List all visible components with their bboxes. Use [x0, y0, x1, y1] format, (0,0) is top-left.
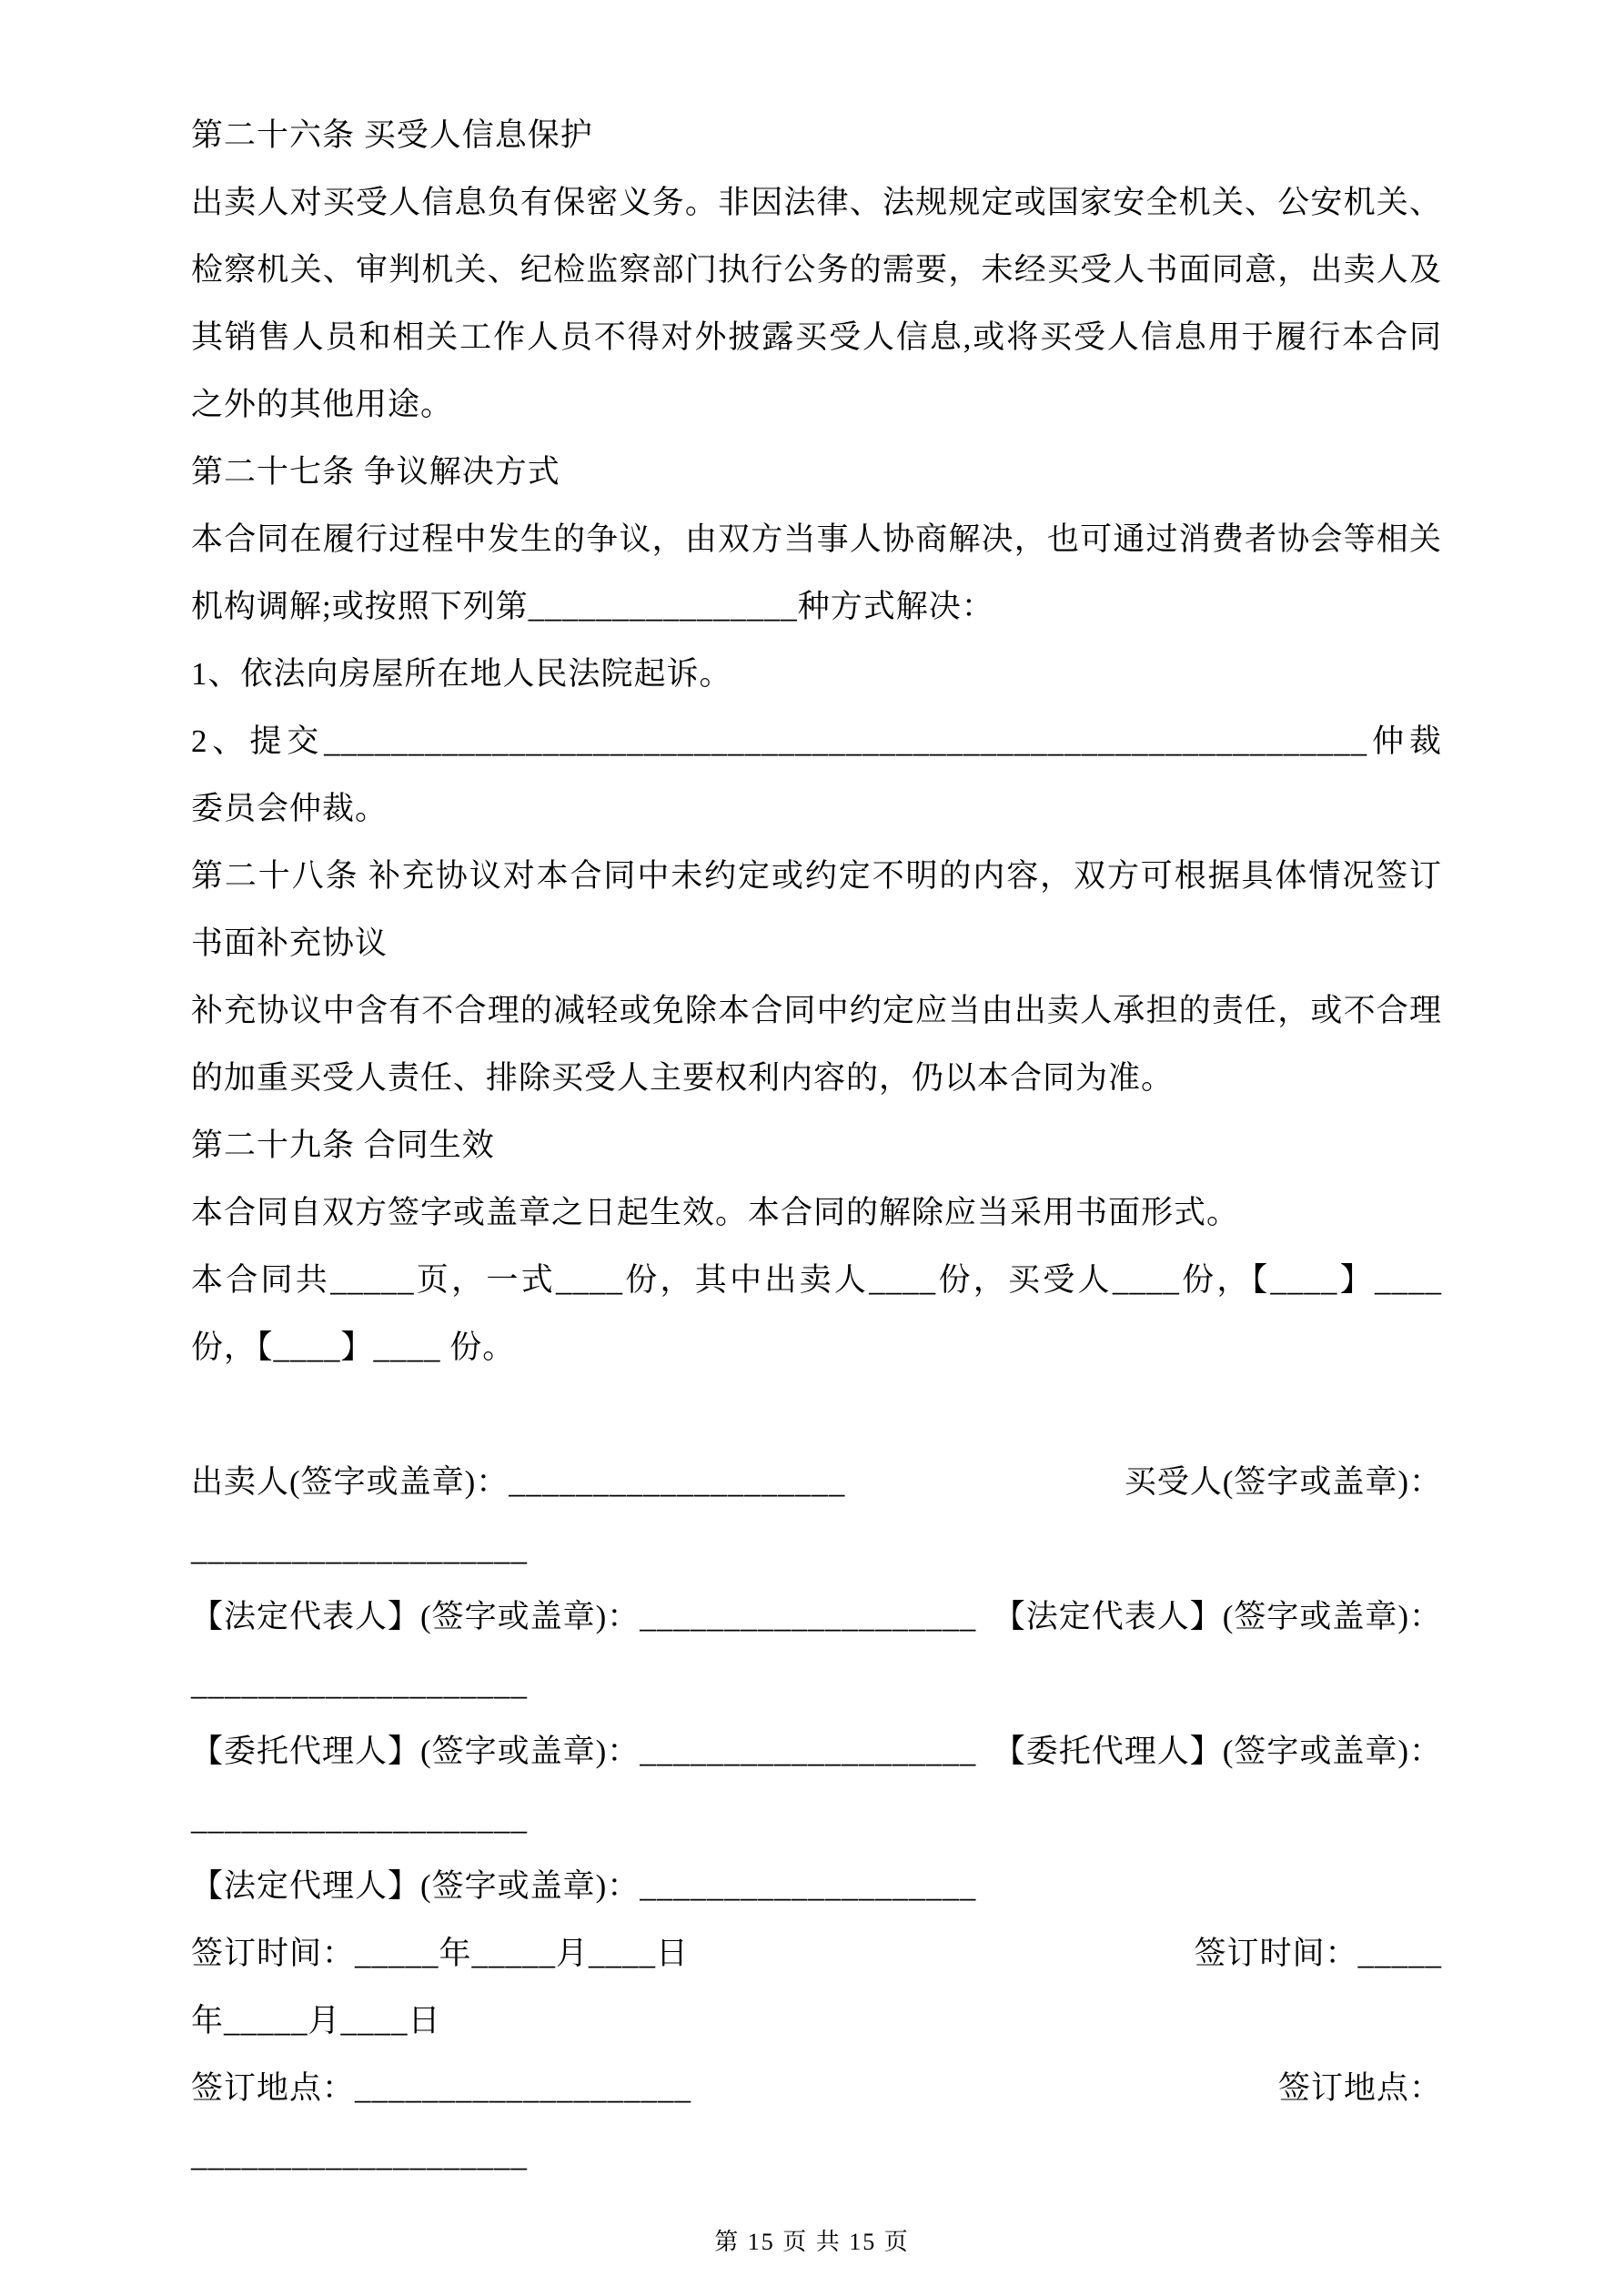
seller-legal-representative-label: 【法定代表人】(签字或盖章)：____________________ [191, 1599, 977, 1634]
signing-place-blank-line: ____________________ [191, 2138, 528, 2173]
contract-copies-line: 本合同共_____页，一式____份，其中出卖人____份，买受人____份，【____】____份，【____】____ 份。 [191, 1262, 1442, 1365]
entrusted-agent-signature-row [191, 1718, 1442, 1785]
seller-entrusted-agent-label: 【委托代理人】(签字或盖章)：____________________ [191, 1734, 977, 1769]
buyer-entrusted-agent-label: 【委托代理人】(签字或盖章)： [993, 1734, 1442, 1769]
article-27-option-2: 2、提交______________________________________________________________仲裁委员会仲裁。 [191, 723, 1442, 826]
signing-time-row [191, 1920, 1442, 1988]
article-26-title: 第二十六条 买受人信息保护 [191, 117, 593, 153]
legal-representative-blank-line: ____________________ [191, 1666, 528, 1702]
seller-signing-place-label: 签订地点：____________________ [191, 2070, 692, 2106]
article-26-body: 出卖人对买受人信息负有保密义务。非因法律、法规规定或国家安全机关、公安机关、检察机关、审判机关、纪检监察部门执行公务的需要，未经买受人书面同意，出卖人及其销售人员和相关工作人员不得对外披露买受人信息,或将买受人信息用于履行本合同之外的其他用途。 [191, 185, 1442, 422]
article-28-note: 补充协议中含有不合理的减轻或免除本合同中约定应当由出卖人承担的责任，或不合理的加重买受人责任、排除买受人主要权利内容的，仍以本合同为准。 [191, 993, 1442, 1096]
article-27-title: 第二十七条 争议解决方式 [191, 454, 560, 490]
legal-agent-signature-label: 【法定代理人】(签字或盖章)：____________________ [191, 1868, 977, 1904]
buyer-signing-place-label: 签订地点： [1277, 2070, 1442, 2106]
article-28-body: 第二十八条 补充协议对本合同中未约定或约定不明的内容，双方可根据具体情况签订书面补充协议 [191, 858, 1442, 961]
seller-signing-time-label: 签订时间：_____年_____月____日 [191, 1936, 690, 1971]
legal-representative-signature-row [191, 1583, 1442, 1651]
entrusted-agent-blank-line: ____________________ [191, 1801, 528, 1836]
signing-place-row [191, 2055, 1442, 2122]
article-29-body: 本合同自双方签字或盖章之日起生效。本合同的解除应当采用书面形式。 [191, 1195, 1240, 1230]
page-number-footer: 第 15 页 共 15 页 [714, 2229, 910, 2255]
seller-buyer-signature-row [191, 1449, 1442, 1516]
article-27-body: 本合同在履行过程中发生的争议，由双方当事人协商解决，也可通过消费者协会等相关机构调解;或按照下列第________________种方式解决： [191, 521, 1442, 624]
buyer-signature-blank-line: ____________________ [191, 1532, 528, 1567]
article-29-title: 第二十九条 合同生效 [191, 1128, 495, 1163]
signing-time-continuation: 年_____月____日 [191, 2003, 441, 2038]
article-27-option-1: 1、依法向房屋所在地人民法院起诉。 [191, 656, 732, 692]
buyer-signature-label: 买受人(签字或盖章)： [1124, 1464, 1442, 1500]
buyer-signing-time-label: 签订时间：_____ [1194, 1936, 1442, 1971]
buyer-legal-representative-label: 【法定代表人】(签字或盖章)： [993, 1599, 1442, 1634]
seller-signature-label: 出卖人(签字或盖章)：____________________ [191, 1464, 846, 1500]
